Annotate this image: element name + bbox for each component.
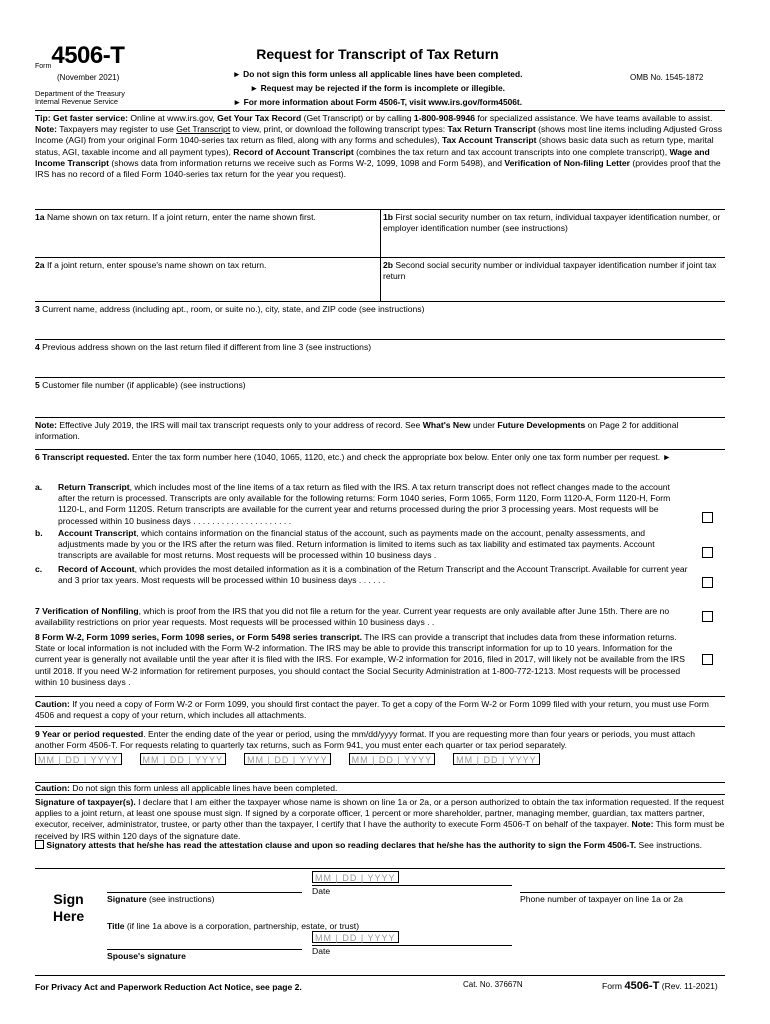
tip-t5: to view, print, or download the following transcript types: — [230, 124, 448, 135]
spouse-signature-line[interactable] — [107, 949, 302, 962]
period-date-4[interactable]: MM | DD | YYYY — [349, 753, 436, 765]
form-page — [35, 40, 725, 992]
line-2b-label: Second social security number or individual taxpayer identification number if joint tax return — [383, 260, 717, 282]
signature-line[interactable] — [107, 892, 302, 905]
form-label: Form — [35, 63, 52, 71]
tip-b8: Verification of Non-filing Letter — [504, 157, 630, 168]
period-date-2[interactable]: MM | DD | YYYY — [140, 753, 227, 765]
omb-number: OMB No. 1545-1872 — [630, 73, 704, 82]
line-2a-field[interactable] — [35, 258, 380, 301]
line-5-label: Customer file number (if applicable) (see instructions) — [39, 380, 246, 390]
footer-revision: (Rev. 11-2021) — [661, 981, 718, 991]
tip-t6: (shows most line items including Adjusted Gross Income (AGI) from your original Form 1040-series tax return as filed, along with any forms and schedules), — [35, 124, 723, 146]
line-2-row — [35, 257, 725, 301]
line-5-num: 5 — [35, 380, 40, 390]
line-8-text — [35, 632, 685, 688]
line-6c-letter: c. — [35, 564, 43, 574]
line-6c-checkbox[interactable] — [702, 577, 713, 588]
form-id-block — [35, 40, 147, 107]
form-title: Request for Transcript of Tax Return — [256, 46, 499, 62]
signature-suffix: (see instructions) — [146, 894, 215, 904]
department — [35, 90, 147, 107]
line-6b-item — [35, 528, 725, 564]
tip-t8: (combines the tax return and tax account transcripts into one complete transcript), — [353, 146, 670, 157]
sig-decl-lead: Signature of taxpayer(s). — [35, 797, 136, 807]
line-6a-body: , which includes most of the line items of a tax return as filed with the IRS. A tax return transcript does not reflect changes made to the account after the return is processed. Transcripts are only available for the following returns: Form 1040 series, Form 1065, Form 1120, Form 1120-A, Form 1120-H, Form 1120-L, and Form 1120S. Return transcripts are available for the current year and returns processed during the prior 3 processing years. Most requests will be processed within 10 business days . . . . . . . . . . . . . . . . . . . . . — [58, 482, 671, 526]
line-9-lead: 9 Year or period requested — [35, 729, 144, 739]
line-1b-label: First social security number on tax return, individual taxpayer identification number, or employer identification number (see instructions) — [383, 212, 721, 234]
line-5-field[interactable] — [35, 377, 725, 417]
spouse-date-field[interactable] — [312, 931, 512, 957]
line-8-body: The IRS can provide a transcript that includes data from these information returns. State or local information is not included with the Form W-2 information. The IRS may be able to provide this transcript information for up to 10 years. Information for the current year is generally not available until the year after it is filed with the IRS. For example, W-2 information for 2016, filed in 2017, will likely not be available from the IRS until 2018. If you need W-2 information for retirement purposes, you should contact the Social Security Administration at 1-800-772-1213. Most requests will be processed within 10 business days . — [35, 632, 685, 687]
form-header — [35, 40, 725, 110]
phone-field[interactable]: Phone number of taxpayer on line 1a or 2a — [520, 892, 725, 905]
attestation-checkbox[interactable] — [35, 840, 44, 849]
line-6b-letter: b. — [35, 528, 43, 538]
caution-2-lead: Caution: — [35, 783, 70, 793]
sign-here-block — [35, 868, 725, 976]
line-7-text — [35, 606, 675, 628]
line-6b-body: , which contains information on the financial status of the account, such as payments made on the account, penalty assessments, and adjustments made by you or the IRS after the return was filed. Return information is limited to items such as tax liability and estimated tax payments. Account transcripts are available for most returns. Most requests will be processed within 10 business days . — [58, 528, 655, 561]
line-6b-checkbox[interactable] — [702, 547, 713, 558]
line-3-field[interactable] — [35, 301, 725, 339]
line-8-lead: 8 Form W-2, Form 1099 series, Form 1098 series, or Form 5498 series transcript. — [35, 632, 363, 642]
form-footer — [35, 975, 725, 995]
line-6-text: Enter the tax form number here (1040, 1065, 1120, etc.) and check the appropriate box below. Enter only one tax form number per request. ► — [129, 452, 672, 462]
signature-declaration — [35, 794, 725, 840]
line-4-label: Previous address shown on the last return filed if different from line 3 (see instructions) — [39, 342, 372, 352]
sig-date-box[interactable]: MM | DD | YYYY — [312, 871, 399, 883]
line-6a-head: Return Transcript — [58, 482, 130, 492]
line-6c-body: , which provides the most detailed information as it is a combination of the Return Transcript and the Account Transcript. Available for current year and 3 prior tax years. Most requests will be processed within 10 business days . . . . . . — [58, 564, 688, 586]
line-4-num: 4 — [35, 342, 40, 352]
footer-form-label: Form — [602, 981, 623, 991]
line-9-body: . Enter the ending date of the year or period, using the mm/dd/yyyy format. If you are requesting more than four years or periods, you must attach another Form 4506-T. For requests relating to quarterly tax returns, such as Form 941, you must enter each quarter or tax period separately. — [35, 729, 695, 751]
note-b1: What's New — [422, 420, 471, 430]
tip-t2: (Get Transcript) or by calling — [301, 113, 414, 123]
line-7-checkbox[interactable] — [702, 611, 713, 622]
caution-2 — [35, 782, 725, 794]
form-number: 4506-T — [51, 42, 125, 69]
line-2a-label: If a joint return, enter spouse's name shown on tax return. — [44, 260, 267, 270]
line-4-field[interactable] — [35, 339, 725, 377]
line-6b-head: Account Transcript — [58, 528, 137, 538]
line-1b-num: 1b — [383, 212, 394, 222]
tip-b4: Tax Return Transcript — [447, 124, 536, 135]
instr-2: ► Request may be rejected if the form is incomplete or illegible. — [250, 83, 505, 94]
spouse-signature-label: Spouse's signature — [107, 951, 186, 961]
line-9-text — [35, 729, 725, 751]
line-6a-letter: a. — [35, 482, 43, 492]
period-date-1[interactable]: MM | DD | YYYY — [35, 753, 122, 765]
tip-b1: Get Your Tax Record — [217, 113, 302, 123]
dept-line1: Department of the Treasury — [35, 88, 125, 98]
note-b2: Future Developments — [497, 420, 586, 430]
privacy-notice: For Privacy Act and Paperwork Reduction Act Notice, see page 2. — [35, 982, 302, 992]
period-date-3[interactable]: MM | DD | YYYY — [244, 753, 331, 765]
tip-b5: Tax Account Transcript — [441, 135, 537, 146]
tip-phone: 1-800-908-9946 — [413, 113, 476, 123]
tip-b6: Record of Account Transcript — [233, 146, 354, 157]
line-8-checkbox[interactable] — [702, 654, 713, 665]
line-6a-checkbox[interactable] — [702, 512, 713, 523]
tip-b3: Note: — [35, 124, 57, 135]
caution-1-lead: Caution: — [35, 699, 70, 709]
tip-t7: (shows basic data such as return type, marital status, AGI, taxable income and all payment types), — [35, 135, 714, 157]
tip-paragraph — [35, 110, 725, 209]
attestation-bold: Signatory attests that he/she has read the attestation clause and upon so reading declares that he/she has the authority to sign the Form 4506-T. — [46, 840, 637, 850]
line-6b-text — [58, 528, 688, 564]
line-1b-field[interactable] — [380, 210, 725, 257]
title-label: Title — [107, 921, 125, 931]
line-9-section — [35, 726, 725, 782]
line-1a-num: 1a — [35, 212, 45, 222]
line-1a-field[interactable] — [35, 210, 380, 257]
sig-decl-text: I declare that I am either the taxpayer whose name is shown on line 1a or 2a, or a person authorized to obtain the tax information requested. If the request applies to a joint return, at least one spouse must sign. If signed by a corporate officer, 1 percent or more shareholder, partner, managing member, guardian, tax matters partner, executor, receiver, administrator, trustee, or party other than the taxpayer, I certify that I have the authority to execute Form 4506-T on behalf of the taxpayer. — [35, 797, 724, 830]
line-7-section — [35, 604, 725, 630]
here-label: Here — [53, 907, 85, 924]
line-1a-label: Name shown on tax return. If a joint return, enter the name shown first. — [44, 212, 316, 222]
tip-lead: Tip: Get faster service: — [35, 113, 128, 123]
tip-t1: Online at www.irs.gov, — [127, 113, 218, 123]
line-6-intro — [35, 452, 675, 478]
sign-label: Sign — [53, 891, 84, 907]
sig-date-label: Date — [312, 885, 512, 897]
line-6c-item — [35, 564, 725, 590]
period-date-5[interactable]: MM | DD | YYYY — [453, 753, 540, 765]
line-7-lead: 7 Verification of Nonfiling — [35, 606, 139, 616]
line-3-num: 3 — [35, 304, 40, 314]
caution-2-text: Do not sign this form unless all applicable lines have been completed. — [69, 783, 338, 793]
header-instructions — [205, 69, 550, 107]
line-6a-text — [58, 482, 688, 528]
title-suffix: (if line 1a above is a corporation, partnership, estate, or trust) — [124, 921, 360, 931]
line-6-section — [35, 449, 725, 604]
catalog-number: Cat. No. 37667N — [463, 980, 523, 989]
spouse-date-label: Date — [312, 945, 512, 957]
line-7-body: , which is proof from the IRS that you did not file a return for the year. Current year requests are only available after June 15th. There are no availability restrictions on prior year requests. Most requests will be processed within 10 business days . . — [35, 606, 670, 628]
signature-label: Signature — [107, 894, 147, 904]
line-6c-head: Record of Account — [58, 564, 135, 574]
note-t3: on Page 2 for additional information. — [35, 420, 679, 442]
line-3-label: Current name, address (including apt., room, or suite no.), city, state, and ZIP code (see instructions) — [39, 304, 425, 314]
line-2b-num: 2b — [383, 260, 394, 270]
sig-date-field[interactable] — [312, 871, 512, 897]
line-6a-item — [35, 482, 725, 528]
form-title-block — [205, 45, 550, 111]
line-2b-field[interactable] — [380, 258, 725, 301]
tip-u1: Get Transcript — [176, 124, 231, 135]
attestation — [35, 840, 725, 868]
note-paragraph — [35, 417, 725, 449]
line-6-lead: 6 Transcript requested. — [35, 452, 130, 462]
tip-t4: Taxpayers may register to use — [56, 124, 177, 135]
line-6c-text — [58, 564, 688, 590]
note-t2: under — [470, 420, 498, 430]
line-8-section — [35, 630, 725, 696]
note-t1: Effective July 2019, the IRS will mail tax transcript requests only to your address of record. See — [56, 420, 423, 430]
caution-1-text: If you need a copy of Form W-2 or Form 1099, you should first contact the payer. To get a copy of the Form W-2 or Form 1099 filed with your return, you must use Form 4506 and request a copy of your return, which includes all attachments. — [35, 699, 709, 721]
tip-b7: Wage and Income Transcript — [35, 146, 710, 168]
tip-t9: (shows data from information returns we receive such as Forms W-2, 1099, 1098 and Form 5498), and — [109, 157, 505, 168]
footer-form-id — [602, 979, 718, 993]
sign-here-label — [53, 891, 84, 925]
note-lead: Note: — [35, 420, 57, 430]
sig-note-text: This form must be received by IRS within 120 days of the signature date. — [35, 819, 725, 841]
tip-t3: for specialized assistance. We have teams available to assist. — [475, 113, 713, 123]
year-period-dates — [35, 753, 725, 765]
instr-3: ► For more information about Form 4506-T, visit www.irs.gov/form4506t. — [232, 97, 523, 108]
tip-t10: (provides proof that the IRS has no record of a filed Form 1040-series tax return for the year you request). — [35, 157, 721, 179]
instr-1: ► Do not sign this form unless all applicable lines have been completed. — [232, 69, 523, 80]
attestation-text: See instructions. — [636, 840, 703, 850]
line-1-row — [35, 209, 725, 257]
sig-note-lead: Note: — [631, 819, 654, 830]
spouse-date-box[interactable]: MM | DD | YYYY — [312, 931, 399, 943]
footer-form-number: 4506-T — [624, 980, 660, 992]
caution-1 — [35, 696, 725, 726]
form-revision: (November 2021) — [57, 73, 120, 83]
line-2a-num: 2a — [35, 260, 45, 270]
dept-line2: Internal Revenue Service — [35, 97, 118, 107]
